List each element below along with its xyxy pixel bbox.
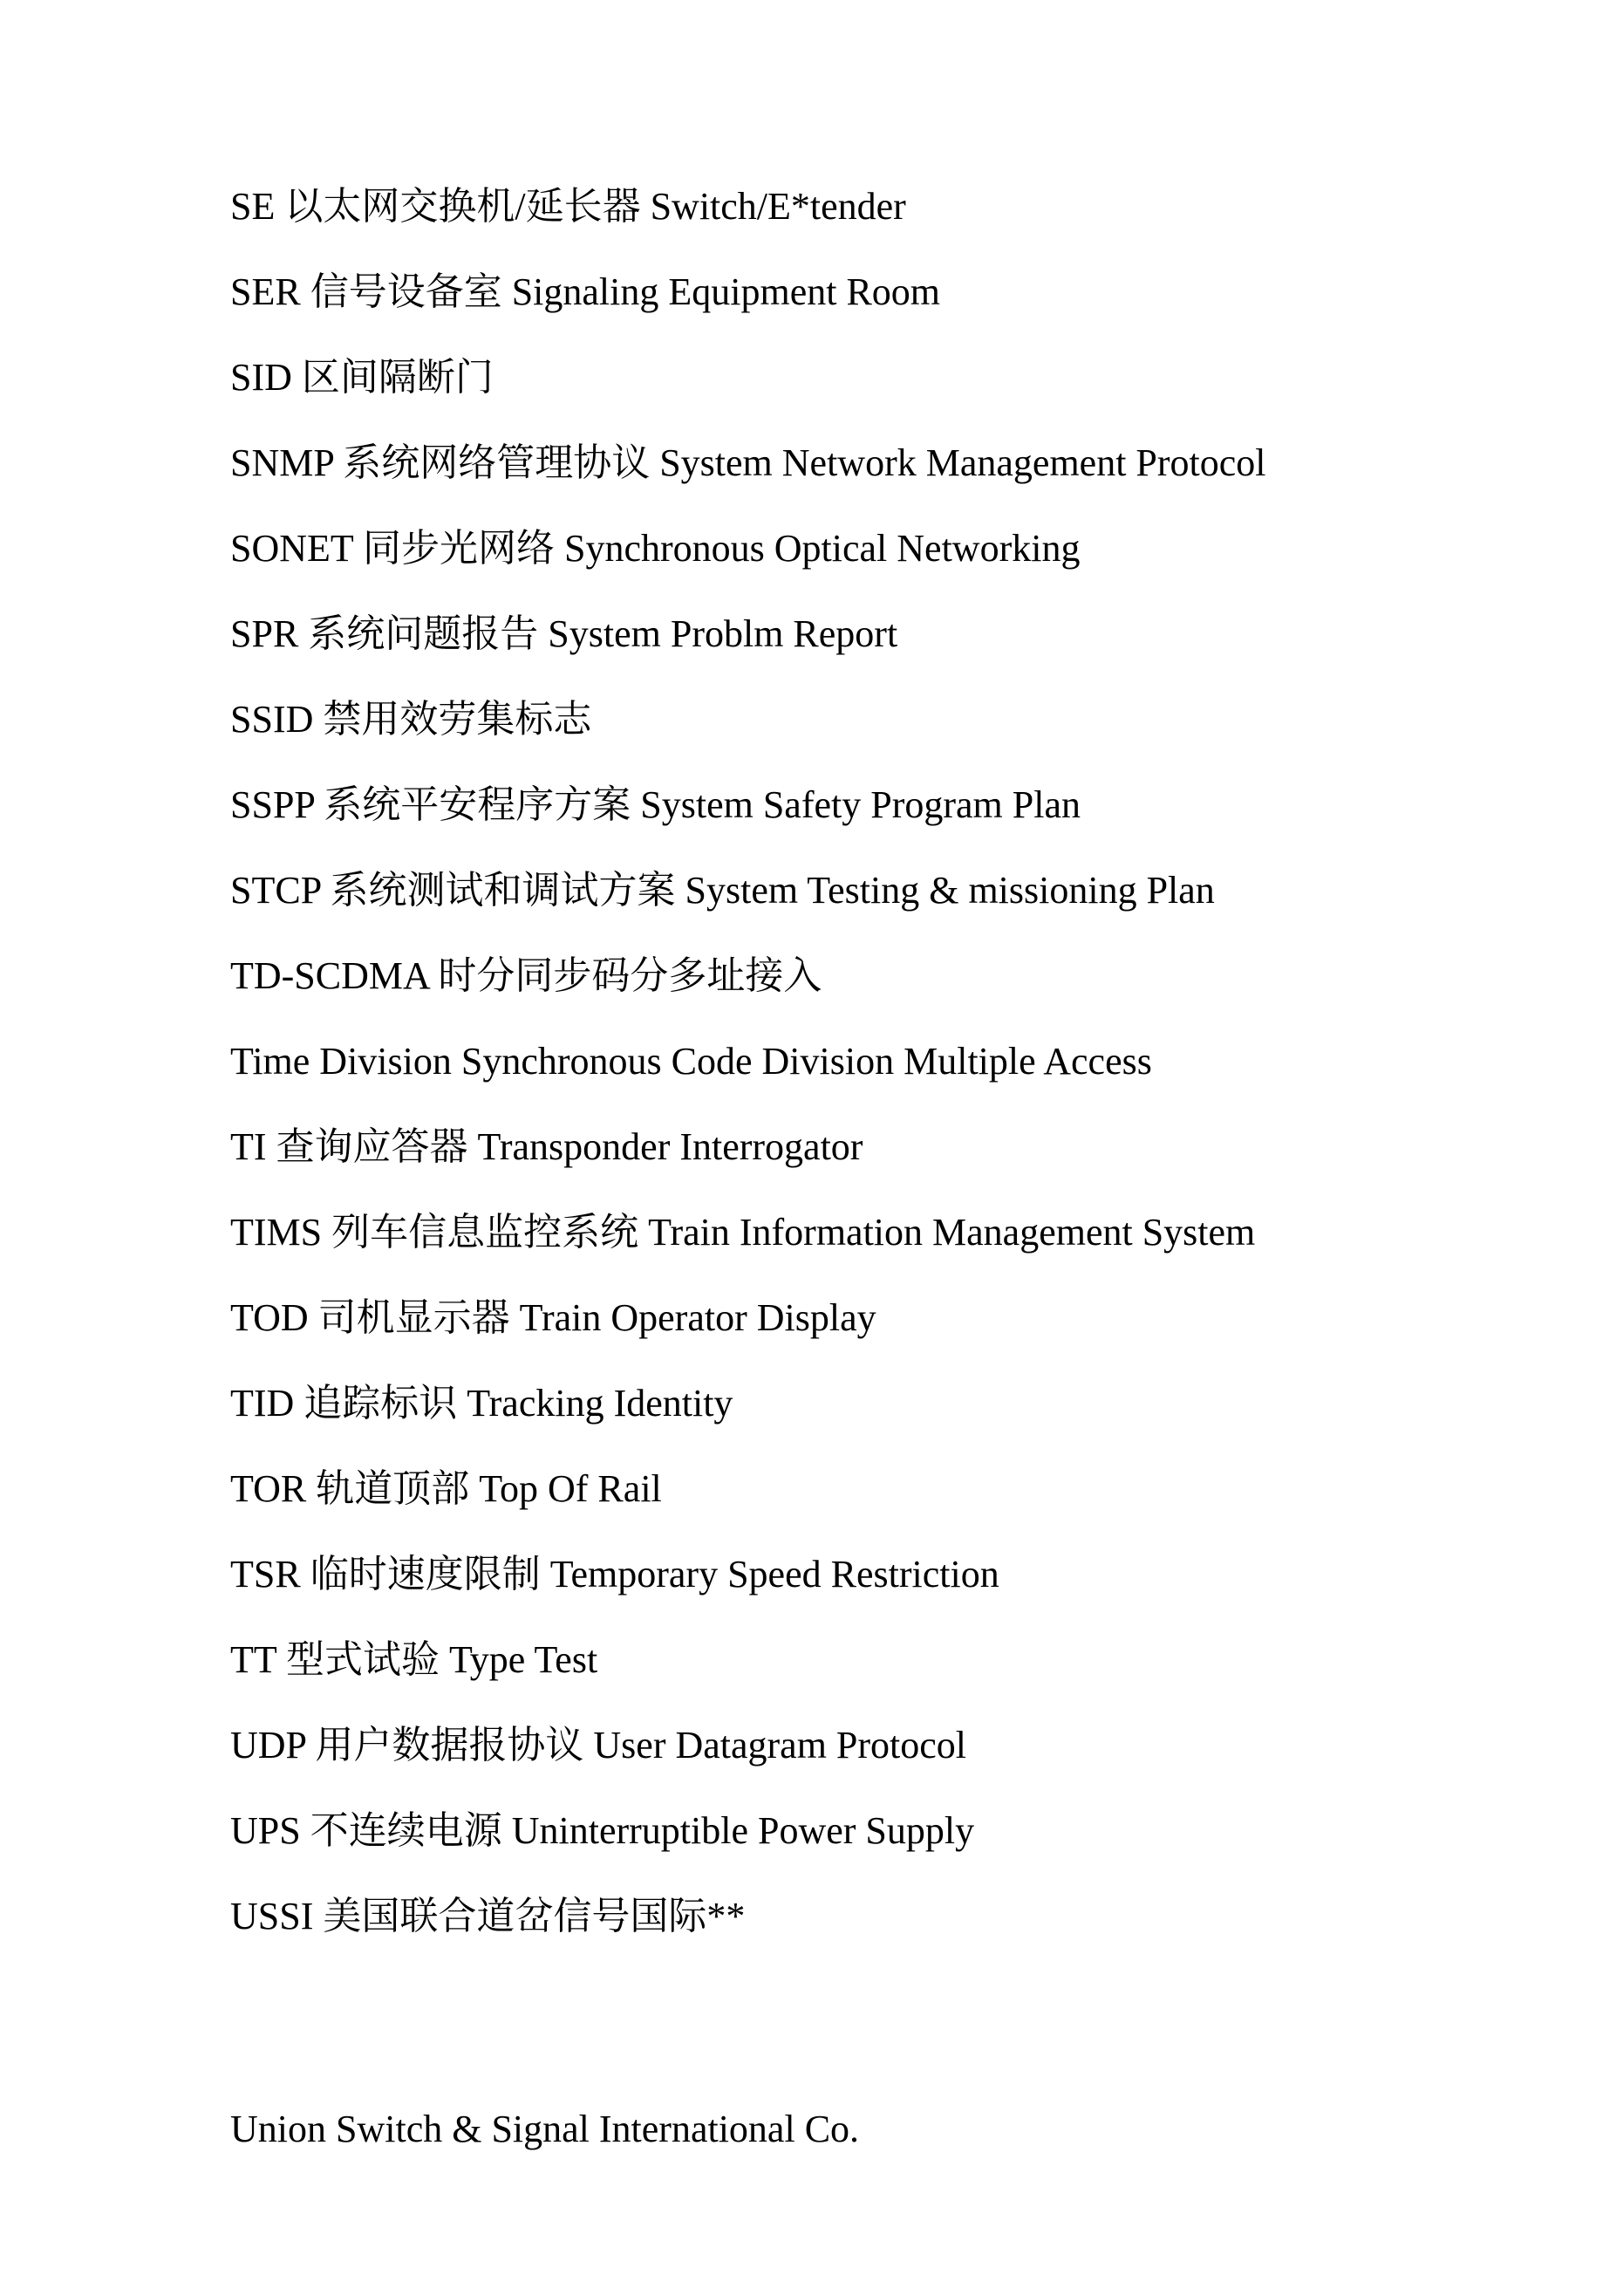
entry-sonet: SONET 同步光网络 Synchronous Optical Networking xyxy=(230,527,1081,570)
entry-spr: SPR 系统问题报告 System Problm Report xyxy=(230,612,898,655)
entry-ssid: SSID 禁用效劳集标志 xyxy=(230,698,592,741)
entry-td-scdma-english: Time Division Synchronous Code Division Multiple Access xyxy=(230,1040,1152,1083)
entry-tod: TOD 司机显示器 Train Operator Display xyxy=(230,1296,876,1339)
entry-tid: TID 追踪标识 Tracking Identity xyxy=(230,1382,733,1425)
entry-tor: TOR 轨道顶部 Top Of Rail xyxy=(230,1467,662,1510)
entry-sid: SID 区间隔断门 xyxy=(230,356,494,399)
entry-tsr: TSR 临时速度限制 Temporary Speed Restriction xyxy=(230,1553,999,1596)
entry-ups: UPS 不连续电源 Uninterruptible Power Supply xyxy=(230,1809,975,1852)
entry-ti: TI 查询应答器 Transponder Interrogator xyxy=(230,1125,863,1168)
entry-ussi-english: Union Switch & Signal International Co. xyxy=(230,2108,860,2150)
entry-ussi: USSI 美国联合道岔信号国际** xyxy=(230,1895,746,1937)
entry-snmp: SNMP 系统网络管理协议 System Network Management Protocol xyxy=(230,441,1266,484)
entry-sspp: SSPP 系统平安程序方案 System Safety Program Plan xyxy=(230,783,1081,826)
entry-tims: TIMS 列车信息监控系统 Train Information Management System xyxy=(230,1211,1256,1254)
entry-se: SE 以太网交换机/延长器 Switch/E*tender xyxy=(230,185,906,228)
entry-tt: TT 型式试验 Type Test xyxy=(230,1638,598,1681)
abbreviation-list xyxy=(230,185,1266,2193)
entry-udp: UDP 用户数据报协议 User Datagram Protocol xyxy=(230,1724,967,1766)
entry-stcp: STCP 系统测试和调试方案 System Testing & missioning Plan xyxy=(230,869,1215,912)
entry-ser: SER 信号设备室 Signaling Equipment Room xyxy=(230,270,941,313)
entry-td-scdma: TD-SCDMA 时分同步码分多址接入 xyxy=(230,954,822,997)
